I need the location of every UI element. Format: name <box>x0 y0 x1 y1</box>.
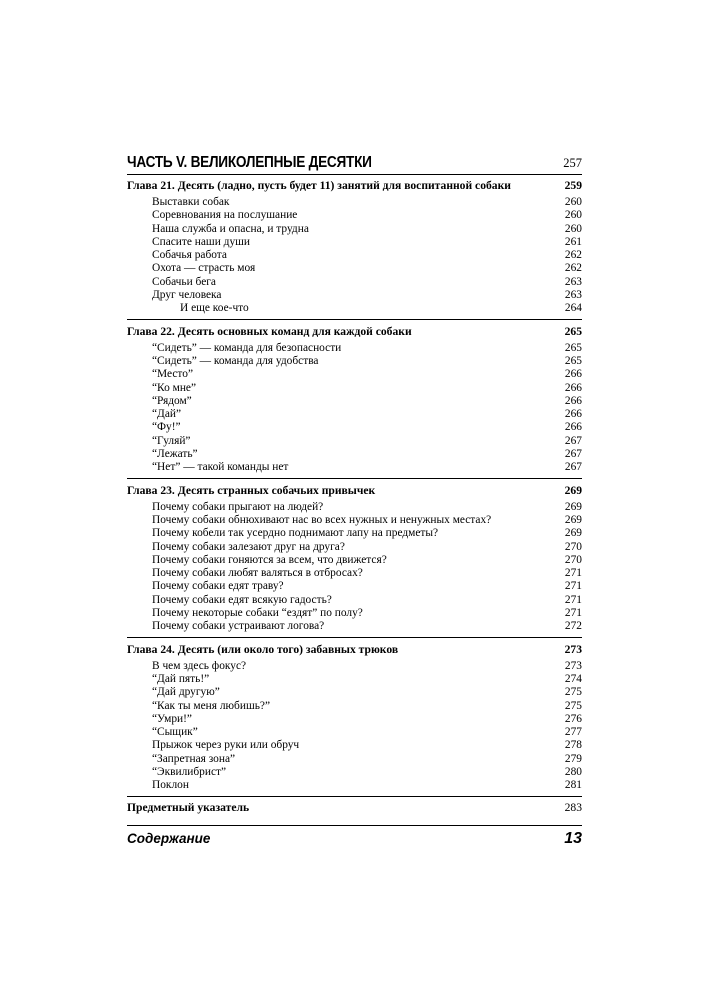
toc-entry <box>127 342 582 355</box>
page-footer <box>127 825 582 848</box>
toc-entry <box>127 607 582 620</box>
toc-entry-title: “Сидеть” — команда для удобства <box>152 354 319 367</box>
chapter-block <box>127 483 582 638</box>
toc-entry-title: Соревнования на послушание <box>152 209 298 222</box>
toc-entry-title: “Рядом” <box>152 394 192 407</box>
toc-entry-page: 270 <box>564 540 582 553</box>
toc-entry-page: 263 <box>564 275 582 288</box>
toc-entry <box>127 196 582 209</box>
index-title: Предметный указатель <box>127 800 250 814</box>
toc-entry-page: 274 <box>564 672 582 685</box>
toc-entry <box>127 554 582 567</box>
toc-entry <box>127 580 582 593</box>
toc-entry-page: 272 <box>564 620 582 633</box>
toc-entry-page: 261 <box>564 235 582 248</box>
toc-entry-title: Спасите наши души <box>152 235 251 248</box>
toc-entry <box>127 448 582 461</box>
chapter-heading-title: Глава 24. Десять (или около того) забавных трюков <box>127 642 399 656</box>
toc-entry <box>127 395 582 408</box>
toc-entry-page: 271 <box>564 593 582 606</box>
toc-entry-page: 271 <box>564 607 582 620</box>
toc-entry-title: “Нет” — такой команды нет <box>152 461 289 474</box>
toc-entry <box>127 276 582 289</box>
toc-entry <box>127 421 582 434</box>
toc-entry-page: 260 <box>564 222 582 235</box>
toc-entry-page: 271 <box>564 580 582 593</box>
chapter-heading-title: Глава 22. Десять основных команд для каждой собаки <box>127 324 412 338</box>
toc-entry-page: 266 <box>564 421 582 434</box>
toc-entry <box>127 382 582 395</box>
toc-entry-title: “Гуляй” <box>152 434 191 447</box>
toc-entry <box>127 223 582 236</box>
toc-entry-title: Охота — страсть моя <box>152 262 256 275</box>
toc-entry-title: “Фу!” <box>152 421 181 434</box>
toc-entry-page: 279 <box>564 752 582 765</box>
chapter-heading-page: 269 <box>564 483 582 497</box>
toc-entry-page: 265 <box>564 341 582 354</box>
toc-entry <box>127 700 582 713</box>
toc-entry <box>127 567 582 580</box>
toc-entry-title: Почему собаки едят траву? <box>152 580 284 593</box>
toc-entry-page: 280 <box>564 765 582 778</box>
toc-entry <box>127 739 582 752</box>
index-page: 283 <box>564 800 582 814</box>
part-page-number: 257 <box>563 156 582 170</box>
toc-entry-page: 260 <box>564 196 582 208</box>
toc-entry-page: 267 <box>564 461 582 474</box>
toc-entry-page: 275 <box>564 699 582 712</box>
toc-entry-page: 267 <box>564 448 582 461</box>
toc-entry-page: 278 <box>564 739 582 752</box>
toc-entry-title: “Место” <box>152 368 194 381</box>
toc-entry-title: Почему собаки гоняются за всем, что движется? <box>152 553 387 566</box>
toc-entry-title: Прыжок через руки или обруч <box>152 739 300 752</box>
toc-entry <box>127 289 582 302</box>
toc-entry-title: Поклон <box>152 779 189 792</box>
toc-entry <box>127 302 582 315</box>
toc-entry-page: 269 <box>564 513 582 526</box>
toc-entry-title: Наша служба и опасна, и трудна <box>152 222 309 235</box>
toc-entry-page: 269 <box>564 527 582 540</box>
chapter-block <box>127 642 582 797</box>
toc-entry-page: 273 <box>564 659 582 672</box>
toc-entry <box>127 726 582 739</box>
toc-entry-page: 266 <box>564 368 582 381</box>
chapter-heading <box>127 483 582 499</box>
toc-entry-page: 263 <box>564 289 582 302</box>
toc-entry-page: 269 <box>564 500 582 513</box>
toc-entry-title: Почему собаки прыгают на людей? <box>152 500 324 513</box>
toc-entry-page: 270 <box>564 553 582 566</box>
toc-entry-title: Почему собаки едят всякую гадость? <box>152 593 332 606</box>
toc-entry <box>127 686 582 699</box>
toc-entry-page: 277 <box>564 726 582 739</box>
toc-entry-page: 264 <box>564 302 582 315</box>
toc-entry-page: 266 <box>564 381 582 394</box>
toc-entry-page: 266 <box>564 394 582 407</box>
chapter-heading <box>127 178 582 194</box>
chapter-heading-title: Глава 21. Десять (ладно, пусть будет 11) занятий для воспитанной собаки <box>127 179 511 192</box>
toc-entry-title: Почему собаки обнюхивают нас во всех нужных и ненужных местах? <box>152 513 492 526</box>
toc-entry-title: В чем здесь фокус? <box>152 659 247 672</box>
chapter-block <box>127 178 582 320</box>
index-entry <box>127 801 582 814</box>
toc-entry-title: Друг человека <box>152 289 222 302</box>
toc-entry <box>127 753 582 766</box>
toc-entry-page: 276 <box>564 712 582 725</box>
footer-section-title: Содержание <box>127 831 211 846</box>
chapter-heading <box>127 642 582 658</box>
toc-entry-page: 266 <box>564 408 582 421</box>
toc-entry-title: “Ко мне” <box>152 381 197 394</box>
toc-entry-title: “Запретная зона” <box>152 752 236 765</box>
toc-entry <box>127 620 582 633</box>
toc-entry-page: 281 <box>564 779 582 792</box>
toc-entry <box>127 779 582 792</box>
toc-entry-title: Почему кобели так усердно поднимают лапу на предметы? <box>152 527 439 540</box>
toc-entry <box>127 435 582 448</box>
toc-entry <box>127 355 582 368</box>
toc-entry <box>127 514 582 527</box>
toc-entry <box>127 209 582 222</box>
toc-entry <box>127 673 582 686</box>
toc-entry-title: “Как ты меня любишь?” <box>152 699 271 712</box>
toc-entry <box>127 527 582 540</box>
footer-page-number: 13 <box>564 830 582 847</box>
toc-entry-page: 267 <box>564 434 582 447</box>
toc-entry-title: “Сидеть” — команда для безопасности <box>152 341 342 354</box>
table-of-contents <box>127 178 582 814</box>
toc-entry-title: Собачьи бега <box>152 275 216 288</box>
chapter-block <box>127 324 582 479</box>
toc-entry <box>127 249 582 262</box>
toc-entry-page: 265 <box>564 354 582 367</box>
toc-entry-title: “Умри!” <box>152 712 192 725</box>
toc-entry-title: “Сыщик” <box>152 726 198 739</box>
toc-entry-title: Выставки собак <box>152 196 230 208</box>
chapter-heading-title: Глава 23. Десять странных собачьих привычек <box>127 483 376 497</box>
toc-entry-title: “Эквилибрист” <box>152 765 227 778</box>
toc-entry-page: 275 <box>564 686 582 699</box>
chapter-heading <box>127 324 582 340</box>
toc-entry-title: Почему собаки любят валяться в отбросах? <box>152 567 363 580</box>
chapter-heading-page: 273 <box>564 642 582 656</box>
toc-entry-page: 271 <box>564 567 582 580</box>
toc-entry <box>127 594 582 607</box>
toc-entry <box>127 660 582 673</box>
toc-entry-title: “Лежать” <box>152 448 198 461</box>
toc-entry <box>127 713 582 726</box>
toc-entry <box>127 368 582 381</box>
toc-entry <box>127 236 582 249</box>
chapter-heading-page: 265 <box>564 324 582 338</box>
toc-entry-title: “Дай” <box>152 408 182 421</box>
toc-entry <box>127 461 582 474</box>
toc-entry <box>127 766 582 779</box>
chapter-heading-page: 259 <box>564 179 582 192</box>
toc-entry-page: 262 <box>564 249 582 262</box>
toc-entry-title: Почему собаки устраивают логова? <box>152 620 325 633</box>
toc-entry-title: Почему некоторые собаки “ездят” по полу? <box>152 607 363 620</box>
toc-entry <box>127 501 582 514</box>
part-title: ЧАСТЬ V. ВЕЛИКОЛЕПНЫЕ ДЕСЯТКИ <box>127 154 372 171</box>
toc-entry-title: “Дай пять!” <box>152 672 210 685</box>
toc-entry <box>127 262 582 275</box>
toc-entry-page: 260 <box>564 209 582 222</box>
toc-entry-page: 262 <box>564 262 582 275</box>
part-heading <box>127 154 582 175</box>
toc-entry-title: Собачья работа <box>152 249 227 262</box>
toc-entry-title: Почему собаки залезают друг на друга? <box>152 540 345 553</box>
toc-entry <box>127 541 582 554</box>
toc-entry-title: И еще кое-что <box>180 302 249 315</box>
toc-entry <box>127 408 582 421</box>
toc-entry-title: “Дай другую” <box>152 686 220 699</box>
